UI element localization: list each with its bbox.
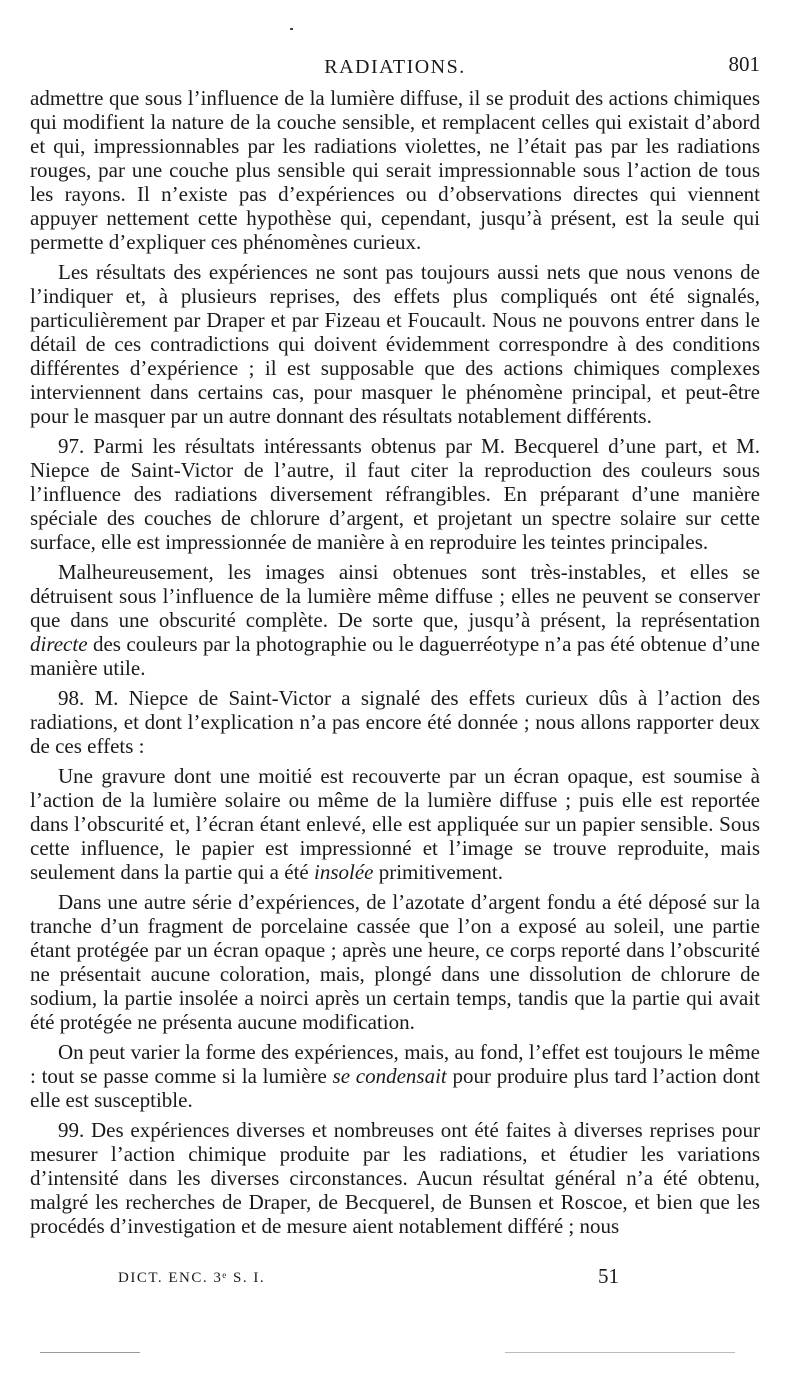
text-run: 98. M. Niepce de Saint-Victor a signalé des effets curieux dûs à l’action des radiations, et dont l’explication n’a pas encore été donnée ; nous allons rapporter deux de ces effets : [30,686,760,758]
paragraph-9 [30,1118,760,1238]
italic-term: insolée [313,860,374,884]
running-title: RADIATIONS. [324,56,466,78]
paragraph-4 [30,560,760,680]
page-number: 801 [728,52,760,76]
paragraph-8 [30,1040,760,1112]
printer-signature: DICT. ENC. 3ᵉ S. I. [118,1270,266,1286]
text-run: des couleurs par la photographie ou le daguerréotype n’a pas été obtenue d’une manière utile. [30,632,760,680]
text-run: Malheureusement, les images ainsi obtenues sont très-instables, et elles se détruisent sous l’influence de la lumière même diffuse ; elles ne peuvent se conserver que dans une obscurité complète. De sorte que, jusqu’à présent, la représentation [30,560,760,632]
print-mark [290,28,293,30]
text-run: Une gravure dont une moitié est recouverte par un écran opaque, est soumise à l’action de la lumière solaire ou même de la lumière diffuse ; puis elle est reportée dans l’obscurité et, l’écran étant enlevé, elle est appliquée sur un papier sensible. Sous cette influence, le papier est impressionné et l’image se trouve reproduite, mais seulement dans la partie qui a été [30,764,760,884]
paragraph-6 [30,764,760,884]
bottom-specks-right [505,1352,735,1353]
text-run: 99. Des expériences diverses et nombreuses ont été faites à diverses reprises pour mesurer l’action chimique produite par les radiations, et étudier les variations d’intensité dans les diverses circonstances. Aucun résultat général n’a été obtenu, malgré les recherches de Draper, de Becquerel, de Bunsen et Roscoe, et bien que les procédés d’investigation et de mesure aient notablement différé ; nous [30,1118,760,1238]
text-run: pour produire plus tard l’action dont elle est susceptible. [30,1064,761,1112]
sheet-number: 51 [598,1264,619,1288]
text-run: 97. Parmi les résultats intéressants obtenus par M. Becquerel d’une part, et M. Niepce de Saint-Victor de l’autre, il faut citer la reproduction des couleurs sous l’influence des radiations diversement réfrangibles. En préparant d’une manière spéciale des couches de chlorure d’argent, et projetant un spectre solaire sur cette surface, elle est impressionnée de manière à en reproduire les teintes principales. [30,434,760,554]
text-run: On peut varier la forme des expériences, mais, au fond, l’effet est toujours le même : tout se passe comme si la lumière [30,1040,760,1088]
paragraph-3 [30,434,760,554]
page-header [30,52,760,82]
paragraph-7 [30,890,760,1034]
text-run: admettre que sous l’influence de la lumière diffuse, il se produit des actions chimiques qui modifient la nature de la couche sensible, et remplacent celles qui existait d’abord et qui, impressionnables par les radiations violettes, ne l’était pas par les radiations rouges, par une couche plus sensible qui serait impressionnable sous l’action de tous les rayons. Il n’existe pas d’expériences ou d’observations directes qui viennent appuyer nettement cette hypothèse qui, cependant, jusqu’à présent, est la seule qui permette d’expliquer ces phénomènes curieux. [30,86,760,254]
paragraph-1 [30,86,760,254]
paragraph-2 [30,260,760,428]
page-footer [30,1264,760,1294]
body-text [30,86,760,1244]
italic-term: directe [30,632,88,656]
text-run: Dans une autre série d’expériences, de l’azotate d’argent fondu a été déposé sur la tranche d’un fragment de porcelaine cassée que l’on a exposé au soleil, une partie étant protégée par un écran opaque ; après une heure, ce corps reporté dans l’obscurité ne présentait aucune coloration, mais, plongé dans une dissolution de chlorure de sodium, la partie insolée a noirci après un certain temps, tandis que la partie qui avait été protégée ne présenta aucune modification. [30,890,760,1034]
text-run: Les résultats des expériences ne sont pas toujours aussi nets que nous venons de l’indiquer et, à plusieurs reprises, des effets plus compliqués ont été signalés, particulièrement par Draper et par Fizeau et Foucault. Nous ne pouvons entrer dans le détail de ces contradictions qui doivent évidemment correspondre à des conditions différentes d’expérience ; il est supposable que des actions chimiques complexes interviennent dans certains cas, pour masquer le phénomène principal, et peut-être pour le masquer par un autre donnant des résultats notablement différents. [30,260,760,428]
text-run: primitivement. [373,860,503,884]
italic-term: se condensait [332,1064,447,1088]
paragraph-5 [30,686,760,758]
bottom-specks [40,1352,140,1353]
